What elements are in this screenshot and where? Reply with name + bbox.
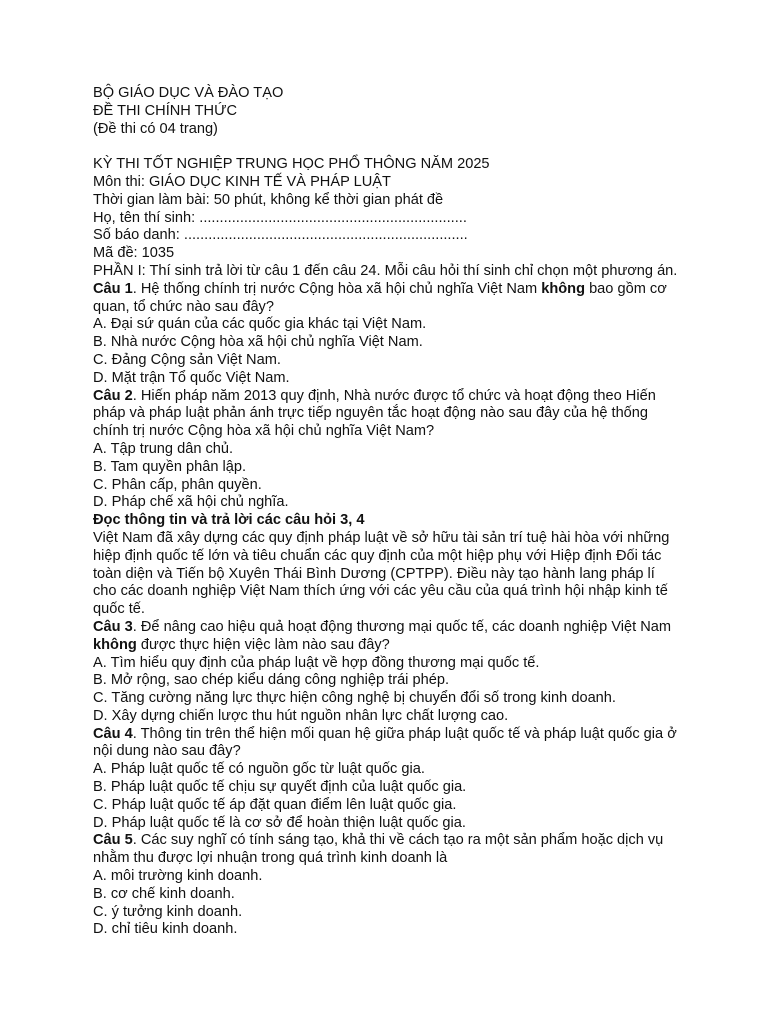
question-label: Câu 2	[93, 387, 133, 404]
question-emphasis: không	[93, 636, 137, 653]
question-text: . Để nâng cao hiệu quả hoạt động thương mại quốc tế, các doanh nghiệp Việt Nam	[132, 618, 676, 635]
option-d: D. Pháp luật quốc tế là cơ sở để hoàn thiện luật quốc gia.	[93, 814, 466, 831]
option-b: B. Nhà nước Cộng hòa xã hội chủ nghĩa Việt Nam.	[93, 334, 423, 351]
reading-passage: Việt Nam đã xây dựng các quy định pháp luật về sở hữu tài sản trí tuệ hài hòa với những hiệp định quốc tế lớn và tiêu chuẩn các quy định của một hiệp phụ với Hiệp định Đối tác toàn diện và Tiến bộ Xuyên Thái Bình Dương (CPTPP). Điều này tạo hành lang pháp lí cho các doanh nghiệp Việt Nam thích ứng với các yêu cầu của quá trình hội nhập kinh tế quốc tế.	[93, 529, 674, 618]
option-c: C. ý tưởng kinh doanh.	[93, 903, 243, 920]
option-c: C. Pháp luật quốc tế áp đặt quan điểm lên luật quốc gia.	[93, 796, 457, 813]
question-2	[93, 388, 678, 441]
question-label: Câu 4	[93, 725, 133, 742]
question-label: Câu 3	[93, 618, 133, 635]
exam-duration: Thời gian làm bài: 50 phút, không kể thời gian phát đề	[93, 191, 444, 208]
question-text: bao gồm cơ quan, tổ chức nào sau đây?	[93, 280, 671, 315]
option-b: B. cơ chế kinh doanh.	[93, 885, 235, 902]
exam-title: KỲ THI TỐT NGHIỆP TRUNG HỌC PHỔ THÔNG NĂM 2025	[93, 156, 490, 173]
question-text: được thực hiện việc làm nào sau đây?	[136, 636, 390, 653]
question-1	[93, 281, 678, 317]
option-b: B. Tam quyền phân lập.	[93, 458, 247, 475]
question-text: . Hiến pháp năm 2013 quy định, Nhà nước được tổ chức và hoạt động theo Hiến pháp và pháp luật phản ánh trực tiếp nguyên tắc hoạt động nào sau đây của hệ thống chính trị nước Cộng hòa xã hội chủ nghĩa Việt Nam?	[93, 387, 660, 440]
option-a: A. môi trường kinh doanh.	[93, 868, 263, 885]
option-a: A. Tập trung dân chủ.	[93, 440, 234, 457]
question-emphasis: không	[541, 280, 586, 297]
option-a: A. Đại sứ quán của các quốc gia khác tại Việt Nam.	[93, 316, 427, 333]
option-d: D. chỉ tiêu kinh doanh.	[93, 921, 238, 938]
candidate-id-line: Số báo danh: ......................................................................	[93, 227, 468, 244]
question-text: . Thông tin trên thể hiện mối quan hệ giữa pháp luật quốc tế và pháp luật quốc gia ở nội dung nào sau đây?	[93, 725, 681, 760]
question-label: Câu 5	[93, 832, 133, 849]
option-b: B. Mở rộng, sao chép kiểu dáng công nghiệp trái phép.	[93, 672, 450, 689]
option-d: D. Pháp chế xã hội chủ nghĩa.	[93, 494, 289, 511]
option-a: A. Tìm hiểu quy định của pháp luật về hợp đồng thương mại quốc tế.	[93, 654, 540, 671]
candidate-name-line: Họ, tên thí sinh: ..................................................................	[93, 209, 467, 226]
question-5	[93, 832, 678, 868]
option-b: B. Pháp luật quốc tế chịu sự quyết định của luật quốc gia.	[93, 779, 467, 796]
question-text: . Các suy nghĩ có tính sáng tạo, khả thi về cách tạo ra một sản phẩm hoặc dịch vụ nhằm thu được lợi nhuận trong quá trình kinh doanh là	[93, 832, 668, 867]
reading-heading-text: Đọc thông tin và trả lời các câu hỏi 3, 4	[93, 512, 365, 529]
question-text: . Hệ thống chính trị nước Cộng hòa xã hội chủ nghĩa Việt Nam	[132, 280, 542, 297]
option-c: C. Tăng cường năng lực thực hiện công nghệ bị chuyển đổi số trong kinh doanh.	[93, 690, 616, 707]
option-c: C. Phân cấp, phân quyền.	[93, 476, 262, 493]
ministry-name: BỘ GIÁO DỤC VÀ ĐÀO TẠO	[93, 85, 284, 101]
exam-code: Mã đề: 1035	[93, 245, 175, 262]
question-3	[93, 619, 678, 655]
reading-heading	[93, 512, 678, 530]
option-c: C. Đảng Cộng sản Việt Nam.	[93, 351, 281, 368]
question-label: Câu 1	[93, 280, 133, 297]
option-a: A. Pháp luật quốc tế có nguồn gốc từ luật quốc gia.	[93, 761, 425, 778]
exam-status: ĐỀ THI CHÍNH THỨC	[93, 102, 238, 119]
option-d: D. Xây dựng chiến lược thu hút nguồn nhân lực chất lượng cao.	[93, 707, 509, 724]
page-count-note: (Đề thi có 04 trang)	[93, 120, 218, 137]
exam-subject: Môn thi: GIÁO DỤC KINH TẾ VÀ PHÁP LUẬT	[93, 173, 391, 190]
exam-page	[93, 85, 681, 939]
question-4	[93, 725, 681, 762]
option-d: D. Mặt trận Tổ quốc Việt Nam.	[93, 369, 290, 386]
part1-instruction: PHẦN I: Thí sinh trả lời từ câu 1 đến câu 24. Mỗi câu hỏi thí sinh chỉ chọn một phương án.	[93, 262, 678, 279]
